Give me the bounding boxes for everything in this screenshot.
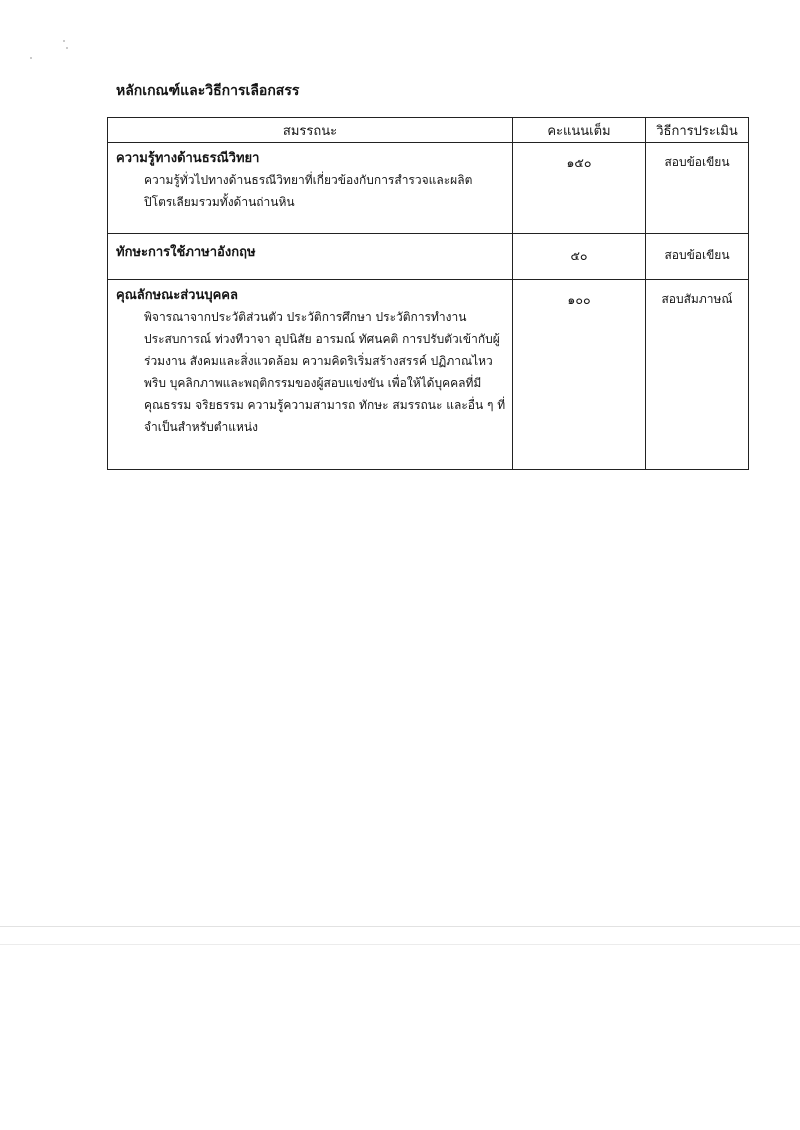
competency-name: ความรู้ทางด้านธรณีวิทยา bbox=[116, 151, 260, 166]
scan-speck bbox=[30, 57, 32, 59]
full-score-cell: ๑๐๐ bbox=[513, 280, 646, 470]
page-title: หลักเกณฑ์และวิธีการเลือกสรร bbox=[116, 83, 300, 99]
full-score-cell: ๕๐ bbox=[513, 234, 646, 280]
selection-criteria-table bbox=[107, 117, 749, 470]
page-divider bbox=[0, 926, 800, 927]
competency-cell bbox=[108, 280, 513, 470]
method-cell: สอบข้อเขียน bbox=[646, 143, 749, 234]
competency-cell bbox=[108, 143, 513, 234]
method-cell: สอบข้อเขียน bbox=[646, 234, 749, 280]
header-competency: สมรรถนะ bbox=[108, 118, 513, 143]
competency-description: พิจารณาจากประวัติส่วนตัว ประวัติการศึกษา ประวัติการทำงาน ประสบการณ์ ท่วงทีวาจา อุปนิสัย อารมณ์ ทัศนคติ การปรับตัวเข้ากับผู้ร่วมงาน สังคมและสิ่งแวดล้อม ความคิดริเริ่มสร้างสรรค์ ปฏิภาณไหวพริบ บุคลิกภาพและพฤติกรรมของผู้สอบแข่งขัน เพื่อให้ได้บุคคลที่มีคุณธรรม จริยธรรม ความรู้ความสามารถ ทักษะ สมรรถนะ และอื่น ๆ ที่จำเป็นสำหรับตำแหน่ง bbox=[144, 310, 506, 434]
competency-name: คุณลักษณะส่วนบุคคล bbox=[116, 288, 238, 303]
table-row bbox=[108, 280, 749, 470]
competency-cell bbox=[108, 234, 513, 280]
table-row bbox=[108, 143, 749, 234]
full-score-cell: ๑๕๐ bbox=[513, 143, 646, 234]
table-row bbox=[108, 234, 749, 280]
competency-description: ความรู้ทั่วไปทางด้านธรณีวิทยาที่เกี่ยวข้องกับการสำรวจและผลิตปิโตรเลียมรวมทั้งด้านถ่านหิน bbox=[144, 173, 473, 209]
header-method: วิธีการประเมิน bbox=[646, 118, 749, 143]
competency-name: ทักษะการใช้ภาษาอังกฤษ bbox=[116, 245, 256, 260]
scan-speck bbox=[63, 40, 65, 42]
page-divider bbox=[0, 944, 800, 945]
method-cell: สอบสัมภาษณ์ bbox=[646, 280, 749, 470]
header-full-score: คะแนนเต็ม bbox=[513, 118, 646, 143]
table-header-row bbox=[108, 118, 749, 143]
scan-speck bbox=[66, 47, 68, 49]
